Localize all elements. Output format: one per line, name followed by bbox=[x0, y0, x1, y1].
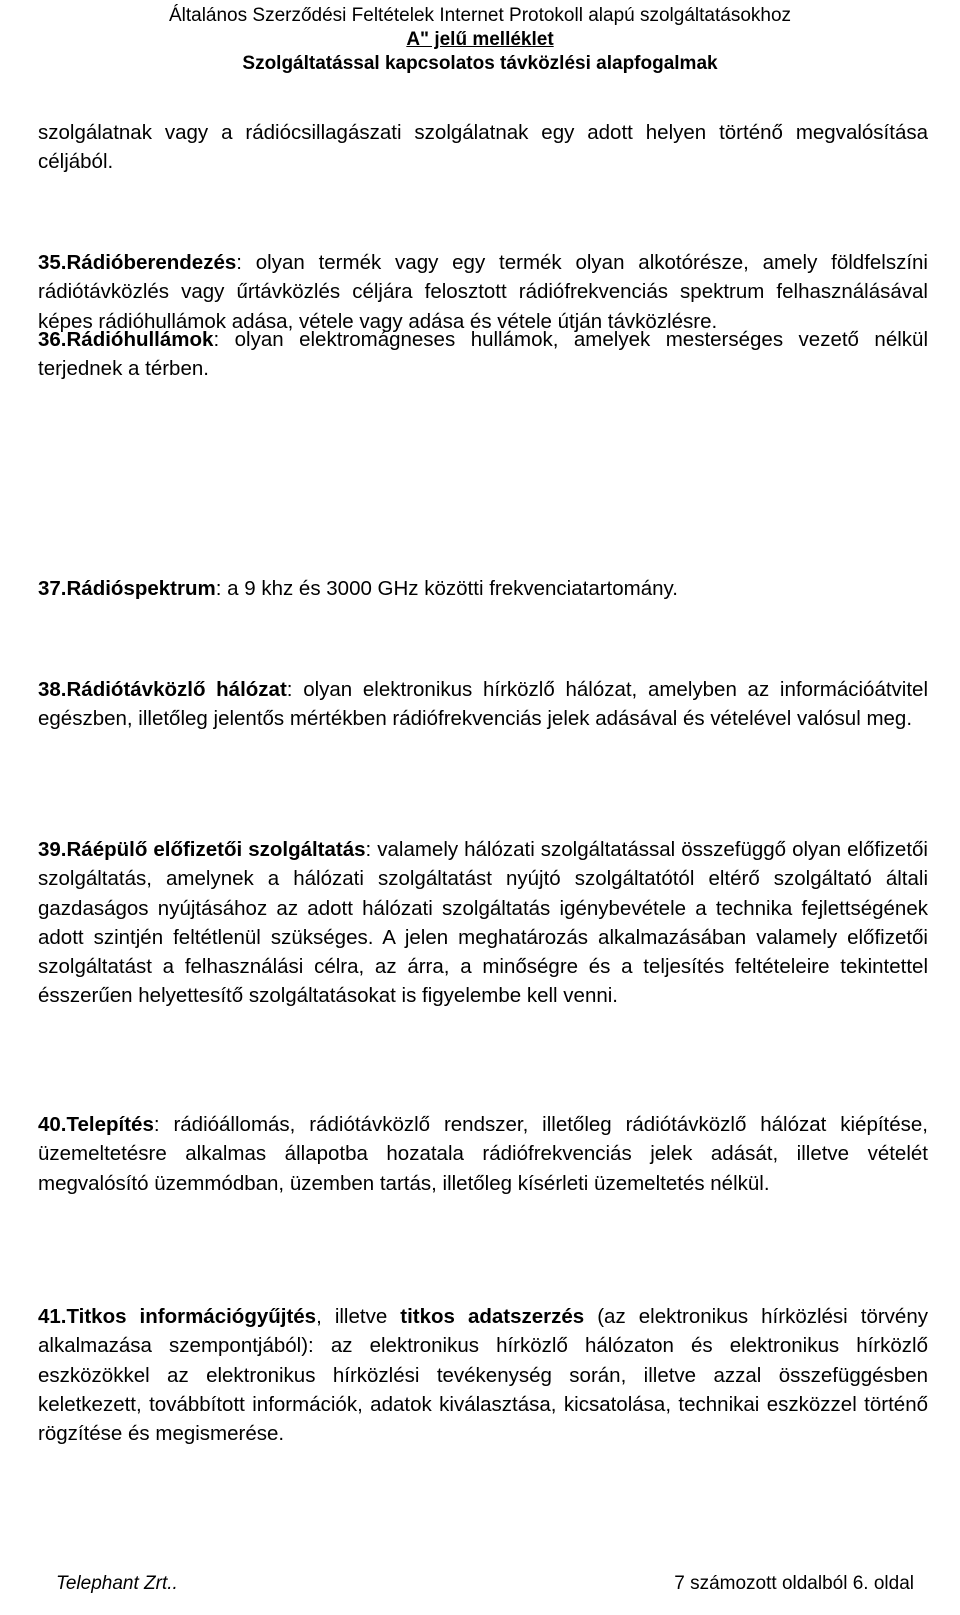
header-subtitle: Szolgáltatással kapcsolatos távközlési alapfogalmak bbox=[242, 53, 718, 74]
definition-number: 36. bbox=[38, 328, 67, 351]
header-title: Általános Szerződési Feltételek Internet Protokoll alapú szolgáltatásokhoz bbox=[168, 5, 792, 26]
page-header bbox=[0, 4, 960, 76]
definition-text: : olyan elektronikus hírközlő hálózat, amelyben az információátvitel egészben, illetőleg jelentős mértékben rádiófrekvenciás jelek adásával és vételével valósul meg. bbox=[38, 678, 929, 731]
definition-connector: , illetve bbox=[316, 1305, 401, 1328]
definition-text: : rádióállomás, rádiótávközlő rendszer, illetőleg rádiótávközlő hálózat kiépítése, üzemeltetésre alkalmas állapotba hozatala rádiófrekvenciás jelek adását, illetve vételét megvalósító üzemmódban, üzemben tartás, illetőleg kísérleti üzemeltetés nélkül. bbox=[38, 1113, 928, 1195]
definition-text: (az elektronikus hírközlési törvény alkalmazása szempontjából): az elektronikus hírközlő hálózaton és elektronikus hírközlő eszközökkel az elektronikus hírközlési tevékenység során, illetve azzal összefüggésben keletkezett, továbbított információk, adatok kiválasztása, kicsatolása, technikai eszközzel történő rögzítése és megismerése. bbox=[38, 1305, 928, 1446]
definition-text: : valamely hálózati szolgáltatással összefüggő olyan előfizetői szolgáltatás, amelynek a hálózati szolgáltatást nyújtó szolgáltatótól eltérő szolgáltató általi gazdaságos nyújtásához az adott hálózati szolgáltatás igénybevétele a technika fejlettségének adott szintjén feltétlenül szükséges. A jelen meghatározás alkalmazásában valamely előfizetői szolgáltatást a felhasználási célra, az árra, a minőségre és a teljesítés feltételeire tekintettel ésszerűen helyettesítő szolgáltatásokat is figyelembe kell venni. bbox=[38, 838, 928, 1008]
footer-company: Telephant Zrt.. bbox=[56, 1573, 178, 1594]
header-appendix: A" jelű melléklet bbox=[406, 29, 554, 50]
definition-number: 41. bbox=[38, 1305, 67, 1328]
definition-term-secondary: titkos adatszerzés bbox=[400, 1305, 585, 1328]
footer-page-number: 7 számozott oldalból 6. oldal bbox=[674, 1573, 914, 1594]
intro-text: szolgálatnak vagy a rádiócsillagászati szolgálatnak egy adott helyen történő megvalósítása céljából. bbox=[38, 121, 928, 174]
definition-36 bbox=[38, 325, 928, 384]
definition-number: 38. bbox=[38, 678, 67, 701]
definition-term: Ráépülő előfizetői szolgáltatás bbox=[66, 838, 366, 861]
definition-39 bbox=[38, 835, 928, 1011]
definition-37 bbox=[38, 574, 928, 603]
definition-term: Rádióspektrum bbox=[66, 577, 216, 600]
intro-paragraph bbox=[38, 118, 928, 177]
definition-term: Rádiótávközlő hálózat bbox=[66, 678, 287, 701]
definition-number: 40. bbox=[38, 1113, 67, 1136]
definition-38 bbox=[38, 675, 928, 734]
definition-text: : olyan elektromágneses hullámok, amelyek mesterséges vezető nélkül terjednek a térben. bbox=[38, 328, 928, 381]
definition-term: Titkos információgyűjtés bbox=[66, 1305, 317, 1328]
definition-35 bbox=[38, 248, 928, 336]
definition-41 bbox=[38, 1302, 928, 1448]
definition-term: Telepítés bbox=[66, 1113, 154, 1136]
definition-number: 37. bbox=[38, 577, 67, 600]
definition-term: Rádióberendezés bbox=[66, 251, 237, 274]
definition-number: 35. bbox=[38, 251, 67, 274]
definition-40 bbox=[38, 1110, 928, 1198]
definition-text: : a 9 khz és 3000 GHz közötti frekvenciatartomány. bbox=[215, 577, 678, 600]
definition-number: 39. bbox=[38, 838, 67, 861]
definition-term: Rádióhullámok bbox=[66, 328, 214, 351]
definition-text: : olyan termék vagy egy termék olyan alkotórésze, amely földfelszíni rádiótávközlés vagy űrtávközlés céljára felosztott rádiófrekvenciás spektrum felhasználásával képes rádióhullámok adása, vétele vagy adása és vétele útján távközlésre. bbox=[38, 251, 928, 333]
